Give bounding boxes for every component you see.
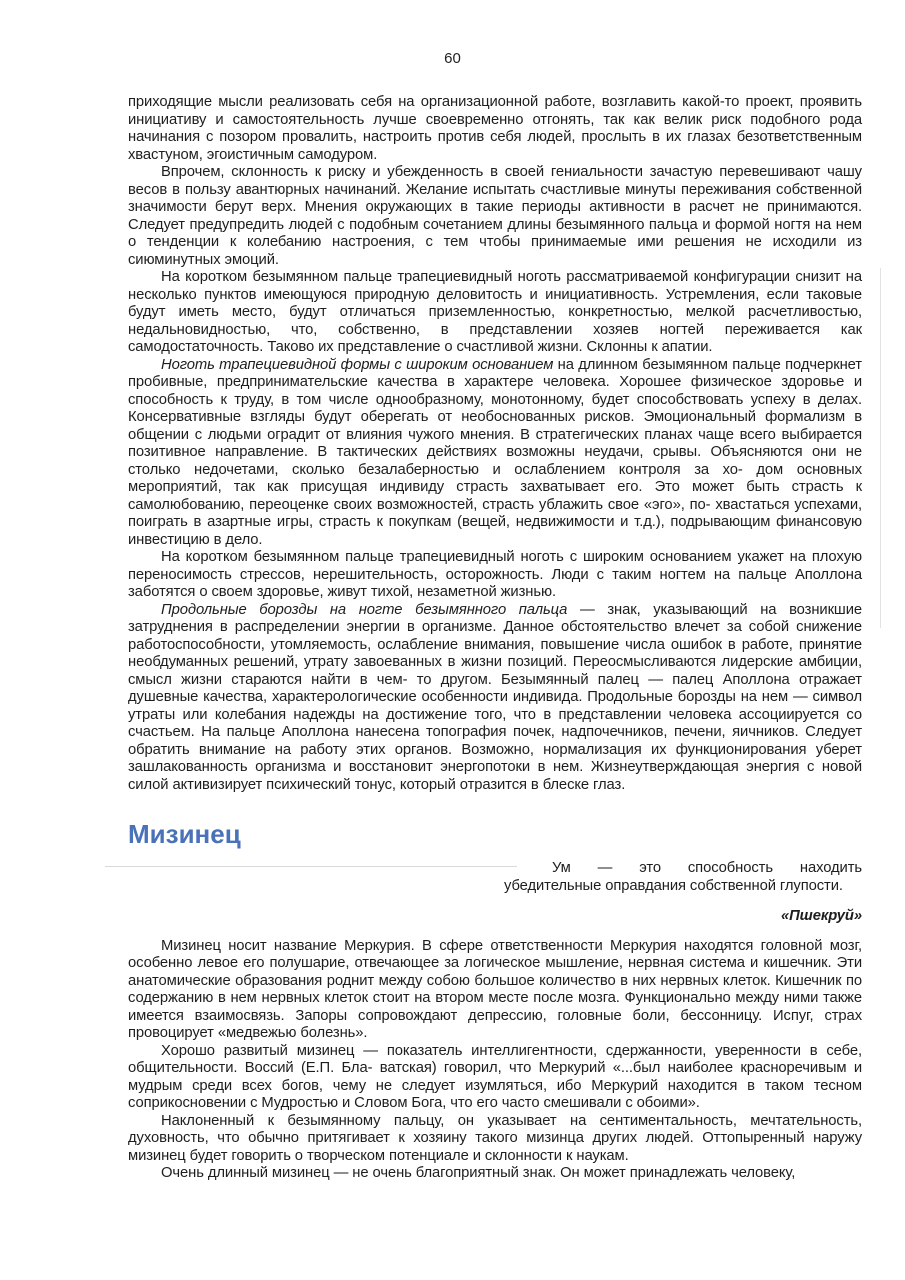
scan-artifact-line bbox=[880, 268, 881, 628]
page-number: 60 bbox=[444, 50, 461, 67]
paragraph bbox=[128, 357, 862, 550]
paragraph bbox=[128, 94, 862, 164]
paragraph bbox=[128, 1113, 862, 1166]
paragraph-run: На коротком безымянном пальце трапециевидный ноготь рассматриваемой конфигурации снизит на несколько пунктов имеющуюся природную деловитость и инициативность. Устремления, если таковые будут иметь место, будут отличаться приземленностью, конкретностью, мелкой расчетливостью, недальновидностью, что, собственно, в представлении хозяев ногтей переживается как самодостаточность. Таково их представление о счастливой жизни. Склонны к апатии. bbox=[128, 269, 862, 355]
section-heading: Мизинец bbox=[128, 819, 241, 849]
paragraph-run: На коротком безымянном пальце трапециевидный ноготь с широким основанием укажет на плохую переносимость стрессов, нерешительность, осторожность. Люди с таким ногтем на пальце Аполлона заботятся о своем здоровье, живут тихой, незаметной жизнью. bbox=[128, 549, 862, 600]
epigraph-text: Ум — это способность находить убедительные оправдания собственной глупости. bbox=[504, 860, 862, 894]
paragraph bbox=[128, 549, 862, 602]
paragraph-run: Впрочем, склонность к риску и убежденность в своей гениальности зачастую перевешивают чашу весов в пользу авантюрных начинаний. Желание испытать счастливые минуты переживания собственной значимости берут верх. Мнения окружающих в такие периоды активности в расчет не принимаются. Следует предупредить людей с подобным сочетанием длины безымянного пальца и формой ногтя на нем о тенденции к колебанию настроения, с тем чтобы принимаемые ими решения не исходили из сиюминутных эмоций. bbox=[128, 164, 862, 268]
paragraph-run: — знак, указывающий на возникшие затруднения в распределении энергии в организме. Данное обстоятельство влечет за собой снижение работоспособности, утомляемость, ослабление внимания, повышение числа ошибок в работе, принятие необдуманных решений, утрату завоеванных в жизни позиций. Переосмысливаются лидерские амбиции, смысл жизни стараются найти в чем- то другом. Безымянный палец — палец Аполлона отражает душевные качества, характерологические особенности индивида. Продольные борозды на нем — символ утраты или колебания надежды на достижение того, что в представлении человека ассоциируется со счастьем. На пальце Аполлона нанесена топография почек, надпочечников, печени, яичников. Следует обратить внимание на работу этих органов. Возможно, нормализация их функционирования уберет зашлакованность организма и восстановит энергопотоки в нем. Жизнеутверждающая энергия с новой силой активизирует психический тонус, который отразится в блеске глаз. bbox=[128, 601, 863, 793]
paragraph-run: приходящие мысли реализовать себя на организационной работе, возглавить какой-то проект, проявить инициативу и самостоятельность лучше своевременно отгонять, так как велик риск подобного рода начинания с позором провалить, настроить против себя людей, прослыть в их глазах безответственным хвастуном, эгоистичным самодуром. bbox=[128, 94, 862, 163]
paragraph-run: Наклоненный к безымянному пальцу, он указывает на сентиментальность, мечтательность, духовность, что обычно притягивает к хозяину такого мизинца других людей. Оттопыренный наружу мизинец будет говорить о творческом потенциале и склонности к наукам. bbox=[128, 1112, 862, 1164]
paragraph bbox=[128, 938, 862, 1043]
paragraph-run: на длинном безымянном пальце подчеркнет пробивные, предпринимательские качества в характере человека. Хорошее физическое здоровье и способность к труду, в том числе однообразному, монотонному, будет способствовать успеху в делах. Консервативные взгляды будут оберегать от необоснованных рисков. Эмоциональный формализм в общении с людьми оградит от влияния чужого мнения. В стратегических планах чаще всего выбирается позитивное направление. В тактических действиях возможны неудачи, срывы. Объясняются они не столько недочетами, сколько безалаберностью и ослаблением контроля за хо- дом основных мероприятий, так как присущая индивиду страсть захватывает его. Это может быть страсть к самолюбованию, переоценке своих возможностей, страсть ублажить свое «эго», по- хвастаться успехами, поиграть в азартные игры, страсть к покупкам (вещей, недвижимости и т.д.), подрывающим финансовую инвестицию в дело. bbox=[128, 356, 862, 548]
document-body bbox=[128, 94, 862, 1183]
paragraph bbox=[128, 1165, 862, 1183]
paragraph bbox=[128, 602, 862, 795]
paragraph-run: Хорошо развитый мизинец — показатель интеллигентности, сдержанности, уверенности в себе, общительности. Воссий (Е.П. Бла- ватская) говорил, что Меркурий «...был наиболее красноречивым и мудрым среди всех богов, чему не следует изумляться, ибо Меркурий находится в таком тесном соприкосновении с Мудростью и Словом Бога, что его часто смешивали с обоими». bbox=[128, 1042, 862, 1111]
epigraph-attribution: «Пшекруй» bbox=[780, 908, 862, 924]
paragraph-run: Мизинец носит название Меркурия. В сфере ответственности Меркурия находятся головной мозг, особенно левое его полушарие, отвечающее за логическое мышление, нервная система и кишечник. Эти анатомические образования роднит между собою большое количество в них нервных клеток. Кишечник по содержанию в нем нервных клеток стоит на втором месте после мозга. Функционально между ними также имеется взаимосвязь. Запоры сопровождают депрессию, головные боли, бессонницу. Испуг, страх провоцирует «медвежью болезнь». bbox=[128, 937, 862, 1041]
paragraph-run-italic: Продольные борозды на ногте безымянного пальца bbox=[161, 601, 568, 618]
paragraph-run-italic: Ноготь трапециевидной формы с широким основанием bbox=[161, 356, 554, 373]
paragraph bbox=[128, 269, 862, 357]
epigraph bbox=[504, 860, 862, 926]
paragraph bbox=[128, 1043, 862, 1113]
paragraph-run: Очень длинный мизинец — не очень благоприятный знак. Он может принадлежать человеку, bbox=[161, 1165, 796, 1181]
paragraph bbox=[128, 164, 862, 269]
